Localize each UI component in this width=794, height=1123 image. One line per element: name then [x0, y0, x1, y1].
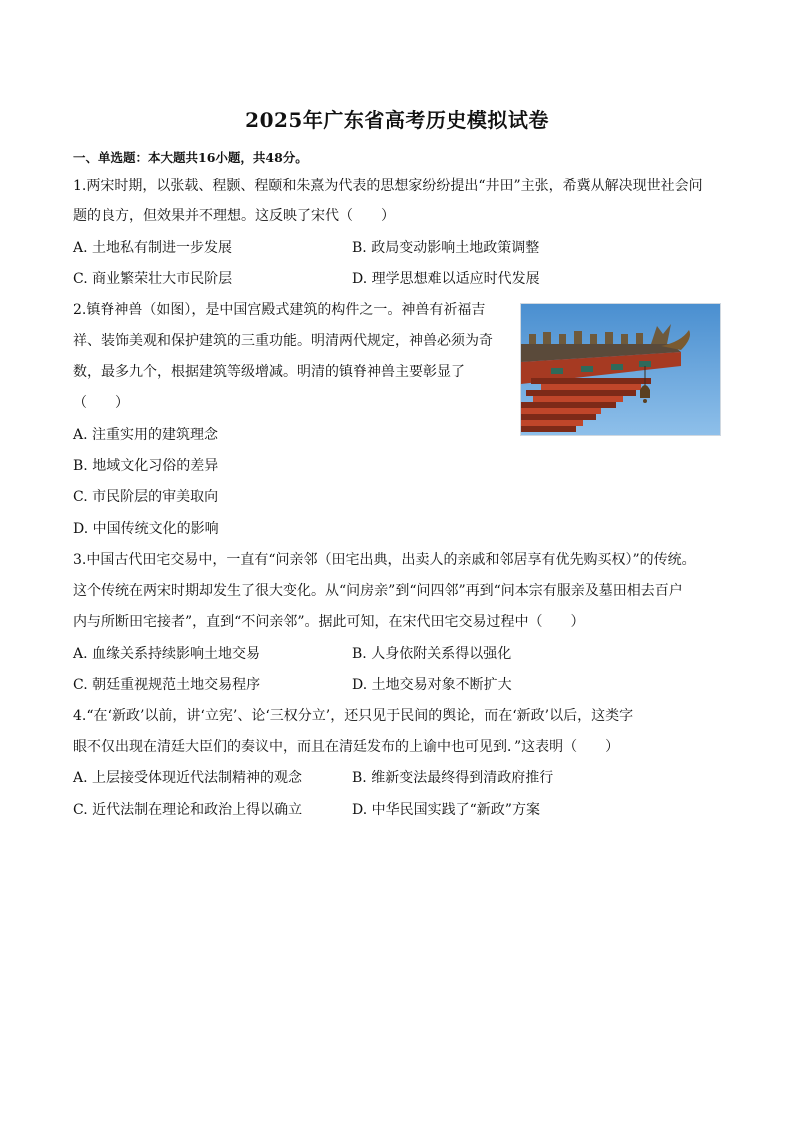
- question-4-option-d[interactable]: D. 中华民国实践了“新政”方案: [352, 802, 540, 818]
- question-3-option-a[interactable]: A. 血缘关系持续影响土地交易: [73, 646, 261, 662]
- question-2-line-1: 2.镇脊神兽（如图），是中国宫殿式建筑的构件之一。神兽有祈福吉: [73, 302, 486, 318]
- question-3-line-1: 3.中国古代田宅交易中，一直有“问亲邻（田宅出典，出卖人的亲戚和邻居享有优先购买权）”的传统。: [73, 552, 696, 568]
- roof-ridge-beasts-image: [520, 303, 721, 436]
- question-3-line-3: 内与所断田宅接者”，直到“不问亲邻”。据此可知，在宋代田宅交易过程中（ ）: [73, 614, 585, 630]
- question-2-line-3: 数，最多九个，根据建筑等级增减。明清的镇脊神兽主要彰显了: [73, 364, 465, 380]
- question-1-option-d[interactable]: D. 理学思想难以适应时代发展: [352, 271, 540, 287]
- question-3-option-b[interactable]: B. 人身依附关系得以强化: [352, 646, 512, 662]
- question-1-line-2: 题的良方，但效果并不理想。这反映了宋代（ ）: [73, 208, 395, 224]
- question-1-option-b[interactable]: B. 政局变动影响土地政策调整: [352, 240, 540, 256]
- question-4-line-2: 眼不仅出现在清廷大臣们的奏议中，而且在清廷发布的上谕中也可见到．”这表明（ ）: [73, 739, 620, 755]
- question-1-line-1: 1.两宋时期，以张载、程颢、程颐和朱熹为代表的思想家纷纷提出“井田”主张，希冀从解决现世社会问: [73, 178, 703, 194]
- question-2-line-4: （ ）: [73, 395, 129, 411]
- question-1-option-a[interactable]: A. 土地私有制进一步发展: [73, 240, 233, 256]
- question-2-option-d[interactable]: D. 中国传统文化的影响: [73, 521, 219, 537]
- question-3-option-c[interactable]: C. 朝廷重视规范土地交易程序: [73, 677, 261, 693]
- question-3-line-2: 这个传统在两宋时期却发生了很大变化。从“问房亲”到“问四邻”再到“问本宗有服亲及墓田相去百户: [73, 583, 683, 599]
- question-4-line-1: 4.“在‘新政’以前，讲‘立宪’、论‘三权分立’，还只见于民间的舆论，而在‘新政’以后，这类字: [73, 708, 634, 724]
- question-4-option-a[interactable]: A. 上层接受体现近代法制精神的观念: [73, 770, 303, 786]
- question-4-option-c[interactable]: C. 近代法制在理论和政治上得以确立: [73, 802, 303, 818]
- question-2-option-a[interactable]: A. 注重实用的建筑理念: [73, 427, 219, 443]
- question-2-option-c[interactable]: C. 市民阶层的审美取向: [73, 489, 219, 505]
- question-3-option-d[interactable]: D. 土地交易对象不断扩大: [352, 677, 512, 693]
- question-4-option-b[interactable]: B. 维新变法最终得到清政府推行: [352, 770, 554, 786]
- section-header: 一、单选题：本大题共16小题，共48分。: [73, 150, 308, 165]
- page-title: 2025年广东省高考历史模拟试卷: [245, 108, 549, 132]
- question-2-line-2: 祥、装饰美观和保护建筑的三重功能。明清两代规定，神兽必须为奇: [73, 333, 493, 349]
- question-2-option-b[interactable]: B. 地域文化习俗的差异: [73, 458, 219, 474]
- question-1-option-c[interactable]: C. 商业繁荣壮大市民阶层: [73, 271, 233, 287]
